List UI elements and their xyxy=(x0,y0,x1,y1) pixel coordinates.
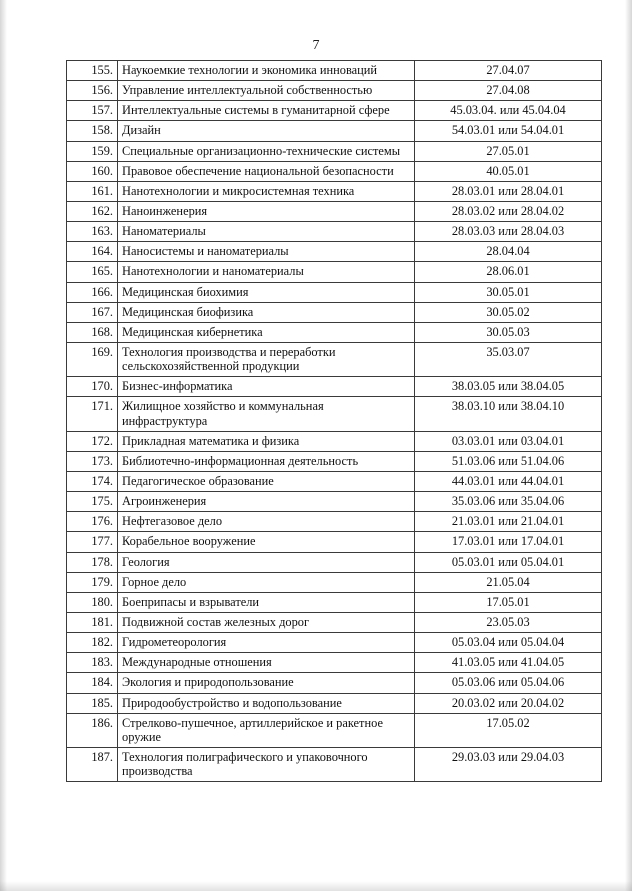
table-row xyxy=(67,101,602,121)
row-specialty-code: 17.05.01 xyxy=(415,592,602,612)
row-specialty-code: 28.03.01 или 28.04.01 xyxy=(415,181,602,201)
row-specialty-name: Наноинженерия xyxy=(118,201,415,221)
table-row xyxy=(67,322,602,342)
table-row xyxy=(67,471,602,491)
table-row xyxy=(67,673,602,693)
row-specialty-code: 17.05.02 xyxy=(415,713,602,747)
table-row xyxy=(67,302,602,322)
row-number: 162. xyxy=(67,201,118,221)
row-specialty-code: 29.03.03 или 29.04.03 xyxy=(415,747,602,781)
row-number: 164. xyxy=(67,242,118,262)
row-number: 176. xyxy=(67,512,118,532)
row-specialty-code: 17.03.01 или 17.04.01 xyxy=(415,532,602,552)
row-specialty-code: 28.03.03 или 28.04.03 xyxy=(415,222,602,242)
row-specialty-name: Стрелково-пушечное, артиллерийское и ракетное оружие xyxy=(118,713,415,747)
row-number: 178. xyxy=(67,552,118,572)
row-number: 171. xyxy=(67,397,118,431)
row-number: 163. xyxy=(67,222,118,242)
row-number: 155. xyxy=(67,61,118,81)
row-number: 165. xyxy=(67,262,118,282)
row-specialty-code: 20.03.02 или 20.04.02 xyxy=(415,693,602,713)
row-specialty-code: 40.05.01 xyxy=(415,161,602,181)
table-row xyxy=(67,552,602,572)
row-specialty-name: Геология xyxy=(118,552,415,572)
row-specialty-name: Прикладная математика и физика xyxy=(118,431,415,451)
row-specialty-code: 35.03.06 или 35.04.06 xyxy=(415,492,602,512)
row-number: 166. xyxy=(67,282,118,302)
row-number: 187. xyxy=(67,747,118,781)
table-row xyxy=(67,532,602,552)
row-specialty-code: 21.03.01 или 21.04.01 xyxy=(415,512,602,532)
row-specialty-name: Технология полиграфического и упаковочного производства xyxy=(118,747,415,781)
table-row xyxy=(67,572,602,592)
row-specialty-name: Библиотечно-информационная деятельность xyxy=(118,451,415,471)
table-row xyxy=(67,222,602,242)
row-specialty-code: 30.05.03 xyxy=(415,322,602,342)
table-row xyxy=(67,262,602,282)
table-row xyxy=(67,201,602,221)
row-specialty-code: 51.03.06 или 51.04.06 xyxy=(415,451,602,471)
row-specialty-code: 05.03.06 или 05.04.06 xyxy=(415,673,602,693)
row-specialty-name: Экология и природопользование xyxy=(118,673,415,693)
table-row xyxy=(67,633,602,653)
row-number: 179. xyxy=(67,572,118,592)
row-number: 170. xyxy=(67,377,118,397)
row-specialty-name: Нанотехнологии и наноматериалы xyxy=(118,262,415,282)
table-row xyxy=(67,397,602,431)
row-specialty-code: 30.05.02 xyxy=(415,302,602,322)
row-specialty-name: Нанотехнологии и микросистемная техника xyxy=(118,181,415,201)
page-bottom-shadow xyxy=(0,881,632,891)
row-specialty-code: 05.03.04 или 05.04.04 xyxy=(415,633,602,653)
table-row xyxy=(67,342,602,376)
table-row xyxy=(67,61,602,81)
table-row xyxy=(67,512,602,532)
row-specialty-name: Жилищное хозяйство и коммунальная инфраструктура xyxy=(118,397,415,431)
row-specialty-name: Наукоемкие технологии и экономика инноваций xyxy=(118,61,415,81)
row-specialty-name: Корабельное вооружение xyxy=(118,532,415,552)
table-row xyxy=(67,161,602,181)
table-row xyxy=(67,693,602,713)
row-specialty-code: 27.04.07 xyxy=(415,61,602,81)
row-specialty-name: Дизайн xyxy=(118,121,415,141)
row-specialty-code: 38.03.05 или 38.04.05 xyxy=(415,377,602,397)
row-number: 169. xyxy=(67,342,118,376)
table-row xyxy=(67,121,602,141)
row-specialty-name: Подвижной состав железных дорог xyxy=(118,612,415,632)
row-specialty-name: Интеллектуальные системы в гуманитарной сфере xyxy=(118,101,415,121)
table-row xyxy=(67,612,602,632)
row-number: 180. xyxy=(67,592,118,612)
row-specialty-code: 45.03.04. или 45.04.04 xyxy=(415,101,602,121)
page-right-shadow xyxy=(625,0,632,891)
row-specialty-name: Медицинская биохимия xyxy=(118,282,415,302)
row-specialty-name: Наносистемы и наноматериалы xyxy=(118,242,415,262)
row-specialty-code: 54.03.01 или 54.04.01 xyxy=(415,121,602,141)
page-number: 7 xyxy=(312,38,320,53)
row-number: 161. xyxy=(67,181,118,201)
row-specialty-name: Технология производства и переработки сельскохозяйственной продукции xyxy=(118,342,415,376)
row-specialty-name: Управление интеллектуальной собственностью xyxy=(118,81,415,101)
row-number: 184. xyxy=(67,673,118,693)
row-specialty-code: 28.03.02 или 28.04.02 xyxy=(415,201,602,221)
table-row xyxy=(67,242,602,262)
row-number: 183. xyxy=(67,653,118,673)
row-specialty-code: 30.05.01 xyxy=(415,282,602,302)
specialties-table-body xyxy=(67,61,602,782)
row-specialty-code: 23.05.03 xyxy=(415,612,602,632)
row-specialty-name: Медицинская биофизика xyxy=(118,302,415,322)
table-row xyxy=(67,81,602,101)
table-row xyxy=(67,747,602,781)
row-specialty-name: Агроинженерия xyxy=(118,492,415,512)
row-specialty-name: Педагогическое образование xyxy=(118,471,415,491)
row-specialty-name: Специальные организационно-технические системы xyxy=(118,141,415,161)
row-number: 156. xyxy=(67,81,118,101)
row-specialty-code: 41.03.05 или 41.04.05 xyxy=(415,653,602,673)
table-row xyxy=(67,377,602,397)
row-number: 182. xyxy=(67,633,118,653)
row-specialty-code: 44.03.01 или 44.04.01 xyxy=(415,471,602,491)
row-specialty-code: 35.03.07 xyxy=(415,342,602,376)
row-specialty-name: Правовое обеспечение национальной безопасности xyxy=(118,161,415,181)
row-specialty-code: 05.03.01 или 05.04.01 xyxy=(415,552,602,572)
row-number: 172. xyxy=(67,431,118,451)
row-number: 158. xyxy=(67,121,118,141)
row-specialty-code: 21.05.04 xyxy=(415,572,602,592)
row-number: 186. xyxy=(67,713,118,747)
table-row xyxy=(67,713,602,747)
specialties-table-container xyxy=(66,60,574,782)
table-row xyxy=(67,492,602,512)
table-row xyxy=(67,592,602,612)
table-row xyxy=(67,451,602,471)
table-row xyxy=(67,282,602,302)
row-number: 168. xyxy=(67,322,118,342)
row-number: 159. xyxy=(67,141,118,161)
row-specialty-name: Наноматериалы xyxy=(118,222,415,242)
row-specialty-name: Гидрометеорология xyxy=(118,633,415,653)
row-number: 167. xyxy=(67,302,118,322)
row-specialty-name: Горное дело xyxy=(118,572,415,592)
table-row xyxy=(67,653,602,673)
row-specialty-code: 27.05.01 xyxy=(415,141,602,161)
row-specialty-name: Международные отношения xyxy=(118,653,415,673)
row-specialty-name: Природообустройство и водопользование xyxy=(118,693,415,713)
row-number: 181. xyxy=(67,612,118,632)
row-specialty-name: Медицинская кибернетика xyxy=(118,322,415,342)
specialties-table xyxy=(66,60,602,782)
page-left-shadow xyxy=(0,0,7,891)
row-specialty-code: 03.03.01 или 03.04.01 xyxy=(415,431,602,451)
row-specialty-name: Боеприпасы и взрыватели xyxy=(118,592,415,612)
row-specialty-code: 28.06.01 xyxy=(415,262,602,282)
table-row xyxy=(67,141,602,161)
row-specialty-code: 27.04.08 xyxy=(415,81,602,101)
row-number: 157. xyxy=(67,101,118,121)
row-specialty-code: 28.04.04 xyxy=(415,242,602,262)
row-number: 177. xyxy=(67,532,118,552)
table-row xyxy=(67,181,602,201)
row-number: 174. xyxy=(67,471,118,491)
table-row xyxy=(67,431,602,451)
row-specialty-code: 38.03.10 или 38.04.10 xyxy=(415,397,602,431)
row-number: 185. xyxy=(67,693,118,713)
row-specialty-name: Нефтегазовое дело xyxy=(118,512,415,532)
row-specialty-name: Бизнес-информатика xyxy=(118,377,415,397)
row-number: 173. xyxy=(67,451,118,471)
row-number: 175. xyxy=(67,492,118,512)
row-number: 160. xyxy=(67,161,118,181)
